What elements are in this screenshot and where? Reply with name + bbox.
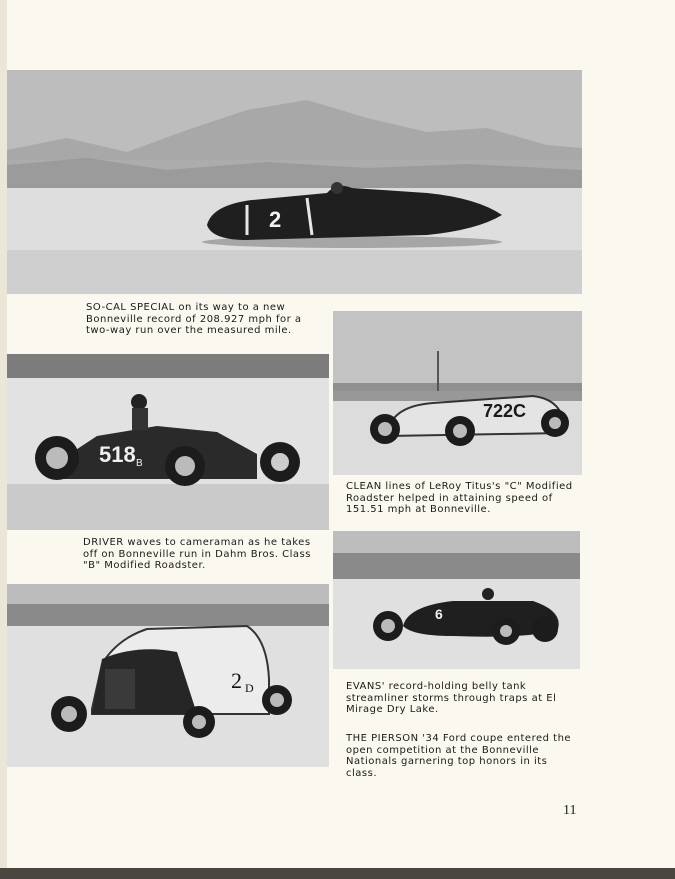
evans-car-number: 6 xyxy=(435,606,443,622)
evans-image xyxy=(333,531,580,669)
dahm-bros-roadster-photo xyxy=(7,354,329,530)
titus-image xyxy=(333,311,582,475)
titus-caption: CLEAN lines of LeRoy Titus's "C" Modified Roadster helped in attaining speed of 151.51 mph at Bonneville. xyxy=(346,481,573,515)
dahm-bros-image xyxy=(7,354,329,530)
pierson-coupe-photo xyxy=(7,584,329,767)
so-cal-special-image xyxy=(7,70,582,294)
pierson-caption: THE PIERSON '34 Ford coupe entered the open competition at the Bonneville Nationals garnering top honors in its class. xyxy=(346,733,572,779)
pierson-image xyxy=(7,584,329,767)
dahm-bros-car-class: B xyxy=(136,458,143,469)
pierson-car-class: D xyxy=(245,681,254,695)
so-cal-special-photo xyxy=(7,70,582,294)
so-cal-car-number: 2 xyxy=(269,207,282,232)
so-cal-caption: SO-CAL SPECIAL on its way to a new Bonneville record of 208.927 mph for a two-way run over the measured mile. xyxy=(86,302,302,336)
page-number: 11 xyxy=(563,803,577,818)
titus-car-number: 722C xyxy=(483,401,527,421)
titus-modified-roadster-photo xyxy=(333,311,582,475)
evans-belly-tank-photo xyxy=(333,531,580,669)
evans-caption: EVANS' record-holding belly tank streamliner storms through traps at El Mirage Dry Lake. xyxy=(346,681,557,715)
page-bottom-edge xyxy=(0,868,675,879)
pierson-car-number: 2 xyxy=(231,668,242,693)
page-left-edge xyxy=(0,0,7,879)
driver-caption: DRIVER waves to cameraman as he takes off on Bonneville run in Dahm Bros. Class "B" Modified Roadster. xyxy=(83,537,311,571)
dahm-bros-car-number: 518 xyxy=(99,442,136,467)
